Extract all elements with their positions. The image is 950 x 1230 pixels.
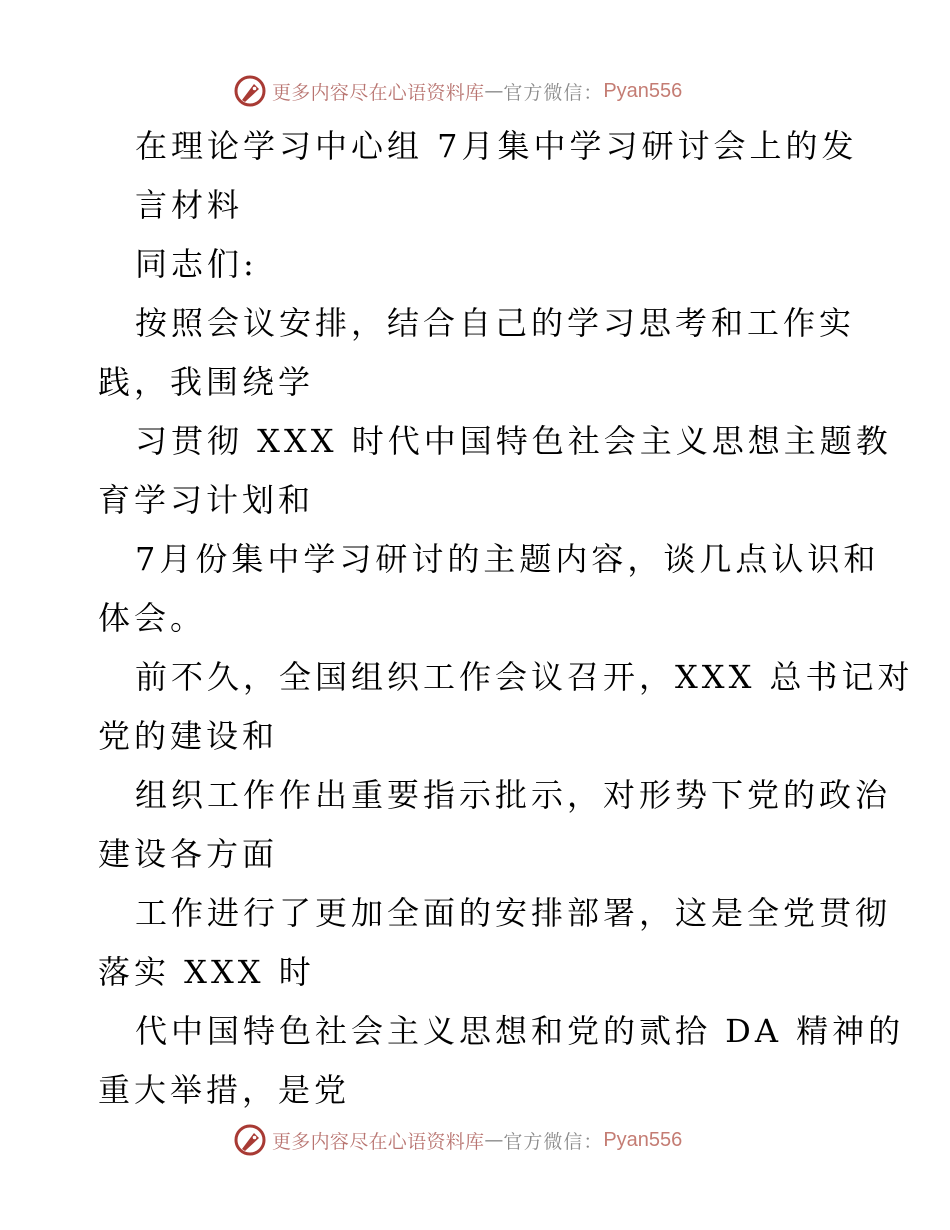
paragraph-line: 践，我围绕学 bbox=[98, 363, 315, 401]
watermark-wechat-id: Pyan556 bbox=[603, 79, 683, 102]
watermark-wechat-id: Pyan556 bbox=[603, 1128, 683, 1151]
watermark-wechat-label: 官方微信： bbox=[503, 1130, 604, 1153]
salutation: 同志们: bbox=[135, 245, 258, 283]
pen-nib-logo-icon bbox=[232, 73, 268, 109]
watermark-brand-text: 更多内容尽在心语资料库 bbox=[272, 81, 485, 104]
paragraph-line: 工作进行了更加全面的安排部署，这是全党贯彻 bbox=[135, 894, 892, 932]
paragraph-line: 育学习计划和 bbox=[98, 481, 315, 519]
document-title-line-1: 在理论学习中心组 7月集中学习研讨会上的发 bbox=[135, 127, 858, 165]
paragraph-line: 体会。 bbox=[98, 599, 207, 637]
paragraph-line: 按照会议安排，结合自己的学习思考和工作实 bbox=[135, 304, 856, 342]
watermark-wechat-label: 官方微信： bbox=[503, 81, 604, 104]
watermark-banner-bottom bbox=[232, 1120, 682, 1160]
paragraph-line: 7月份集中学习研讨的主题内容，谈几点认识和 bbox=[135, 540, 880, 578]
paragraph-line: 落实 XXX 时 bbox=[98, 953, 315, 991]
document-title-line-2: 言材料 bbox=[135, 186, 244, 224]
paragraph-line: 代中国特色社会主义思想和党的贰拾 DA 精神的 bbox=[135, 1012, 905, 1050]
paragraph-line: 建设各方面 bbox=[98, 835, 279, 873]
watermark-banner-top bbox=[232, 71, 682, 111]
paragraph-line: 前不久，全国组织工作会议召开，XXX 总书记对 bbox=[135, 658, 914, 696]
paragraph-line: 组织工作作出重要指示批示，对形势下党的政治 bbox=[135, 776, 892, 814]
watermark-separator: — bbox=[484, 1129, 504, 1151]
paragraph-line: 重大举措，是党 bbox=[98, 1071, 351, 1109]
paragraph-line: 习贯彻 XXX 时代中国特色社会主义思想主题教 bbox=[135, 422, 892, 460]
pen-nib-logo-icon bbox=[232, 1122, 268, 1158]
watermark-brand-text: 更多内容尽在心语资料库 bbox=[272, 1130, 485, 1153]
watermark-separator: — bbox=[484, 80, 504, 102]
paragraph-line: 党的建设和 bbox=[98, 717, 279, 755]
